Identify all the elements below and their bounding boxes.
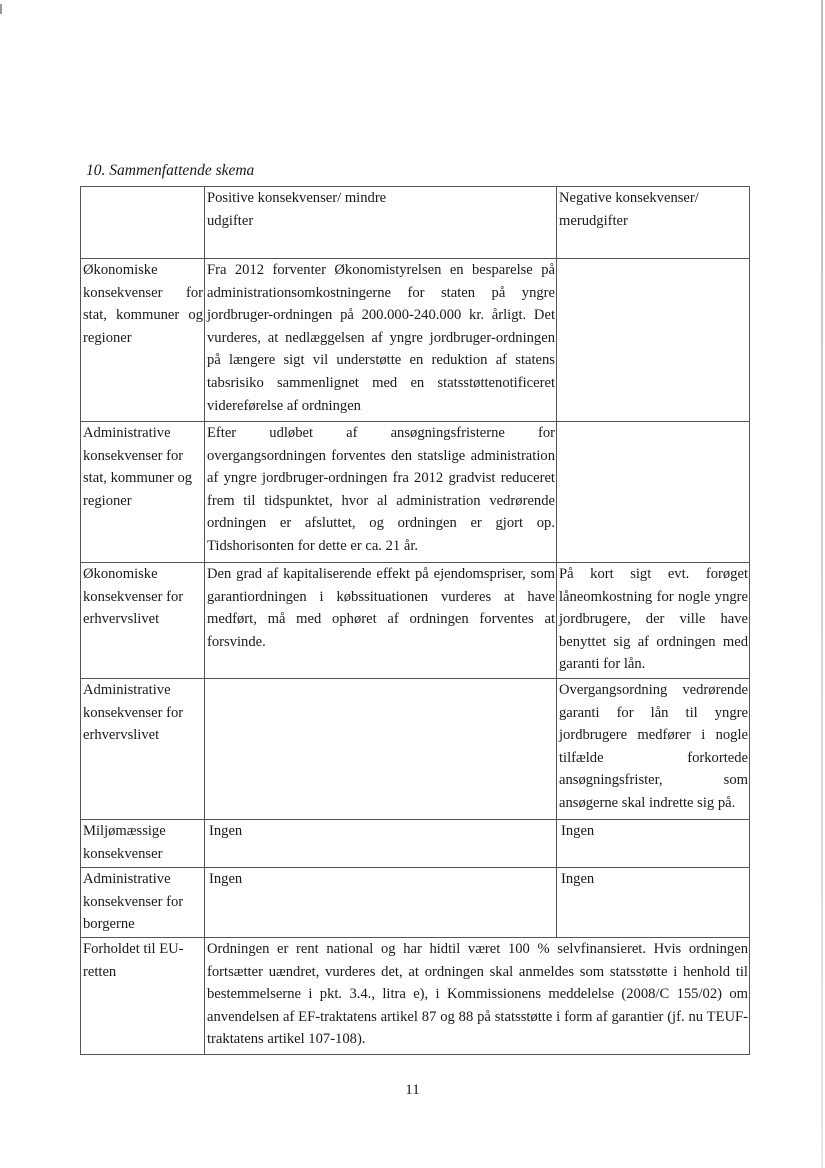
row-negative: Ingen: [557, 820, 750, 868]
row-negative: På kort sigt evt. forøget låneomkostning for nogle yngre jordbrugere, der ville have benyttet sig af ordningen med garanti for lån.: [557, 563, 750, 679]
row-positive: Ingen: [205, 868, 557, 938]
table-header-row: [81, 187, 750, 259]
header-positive: Positive konsekvenser/ mindre udgifter: [205, 187, 557, 259]
row-label: Økonomiske konsekvenser for erhvervslivet: [81, 563, 205, 679]
row-positive: Ingen: [205, 820, 557, 868]
row-negative: [557, 259, 750, 422]
table-row: [81, 422, 750, 563]
row-positive: Fra 2012 forventer Økonomistyrelsen en besparelse på administrationsomkostningerne for staten på yngre jordbruger-ordningen på 200.000-240.000 kr. årligt. Det vurderes, at nedlæggelsen af yngre jordbruger-ordningen på længere sigt vil understøtte en reduktion af statens tabsrisiko sammenlignet med en statsstøttenotificeret videreførelse af ordningen: [205, 259, 557, 422]
row-negative: [557, 422, 750, 563]
table-row: [81, 820, 750, 868]
section-heading: 10. Sammenfattende skema: [86, 162, 255, 179]
row-positive: Efter udløbet af ansøgningsfristerne for overgangsordningen forventes den statslige administration af yngre jordbruger-ordningen fra 2012 gradvist reduceret frem til tidspunktet, hvor al administration vedrørende ordningen er afsluttet, og ordningen er gjort op. Tidshorisonten for dette er ca. 21 år.: [205, 422, 557, 563]
table-row-eu: [81, 938, 750, 1055]
table-row: [81, 563, 750, 679]
scan-artifact: [0, 4, 2, 14]
row-label: Administrative konsekvenser for stat, kommuner og regioner: [81, 422, 205, 563]
row-label: Miljømæssige konsekvenser: [81, 820, 205, 868]
scan-edge: [821, 0, 823, 1168]
row-label: Administrative konsekvenser for borgerne: [81, 868, 205, 938]
row-label: Økonomiske konsekvenser for stat, kommuner og regioner: [81, 259, 205, 422]
table-row: [81, 679, 750, 820]
row-positive: Den grad af kapitaliserende effekt på ejendomspriser, som garantiordningen i købssituationen vurderes at have medført, må med ophøret af ordningen forventes at forsvinde.: [205, 563, 557, 679]
row-label: Forholdet til EU-retten: [81, 938, 205, 1055]
summary-table: [80, 186, 750, 1055]
table-row: [81, 868, 750, 938]
header-negative: Negative konsekvenser/ merudgifter: [557, 187, 750, 259]
eu-row-text: Ordningen er rent national og har hidtil været 100 % selvfinansieret. Hvis ordningen fortsætter uændret, vurderes det, at ordningen skal anmeldes som statsstøtte i henhold til bestemmelserne i pkt. 3.4., litra e), i Kommissionens meddelelse (2008/C 155/02) om anvendelsen af EF-traktatens artikel 87 og 88 på statsstøtte i form af garantier (jf. nu TEUF-traktatens artikel 107-108).: [205, 938, 750, 1055]
table-row: [81, 259, 750, 422]
row-negative: Ingen: [557, 868, 750, 938]
row-positive: [205, 679, 557, 820]
header-empty-cell: [81, 187, 205, 259]
row-label: Administrative konsekvenser for erhvervslivet: [81, 679, 205, 820]
page-number: 11: [405, 1082, 420, 1098]
row-negative: Overgangsordning vedrørende garanti for lån til yngre jordbrugere medfører i nogle tilfælde forkortede ansøgningsfrister, som ansøgerne skal indrette sig på.: [557, 679, 750, 820]
